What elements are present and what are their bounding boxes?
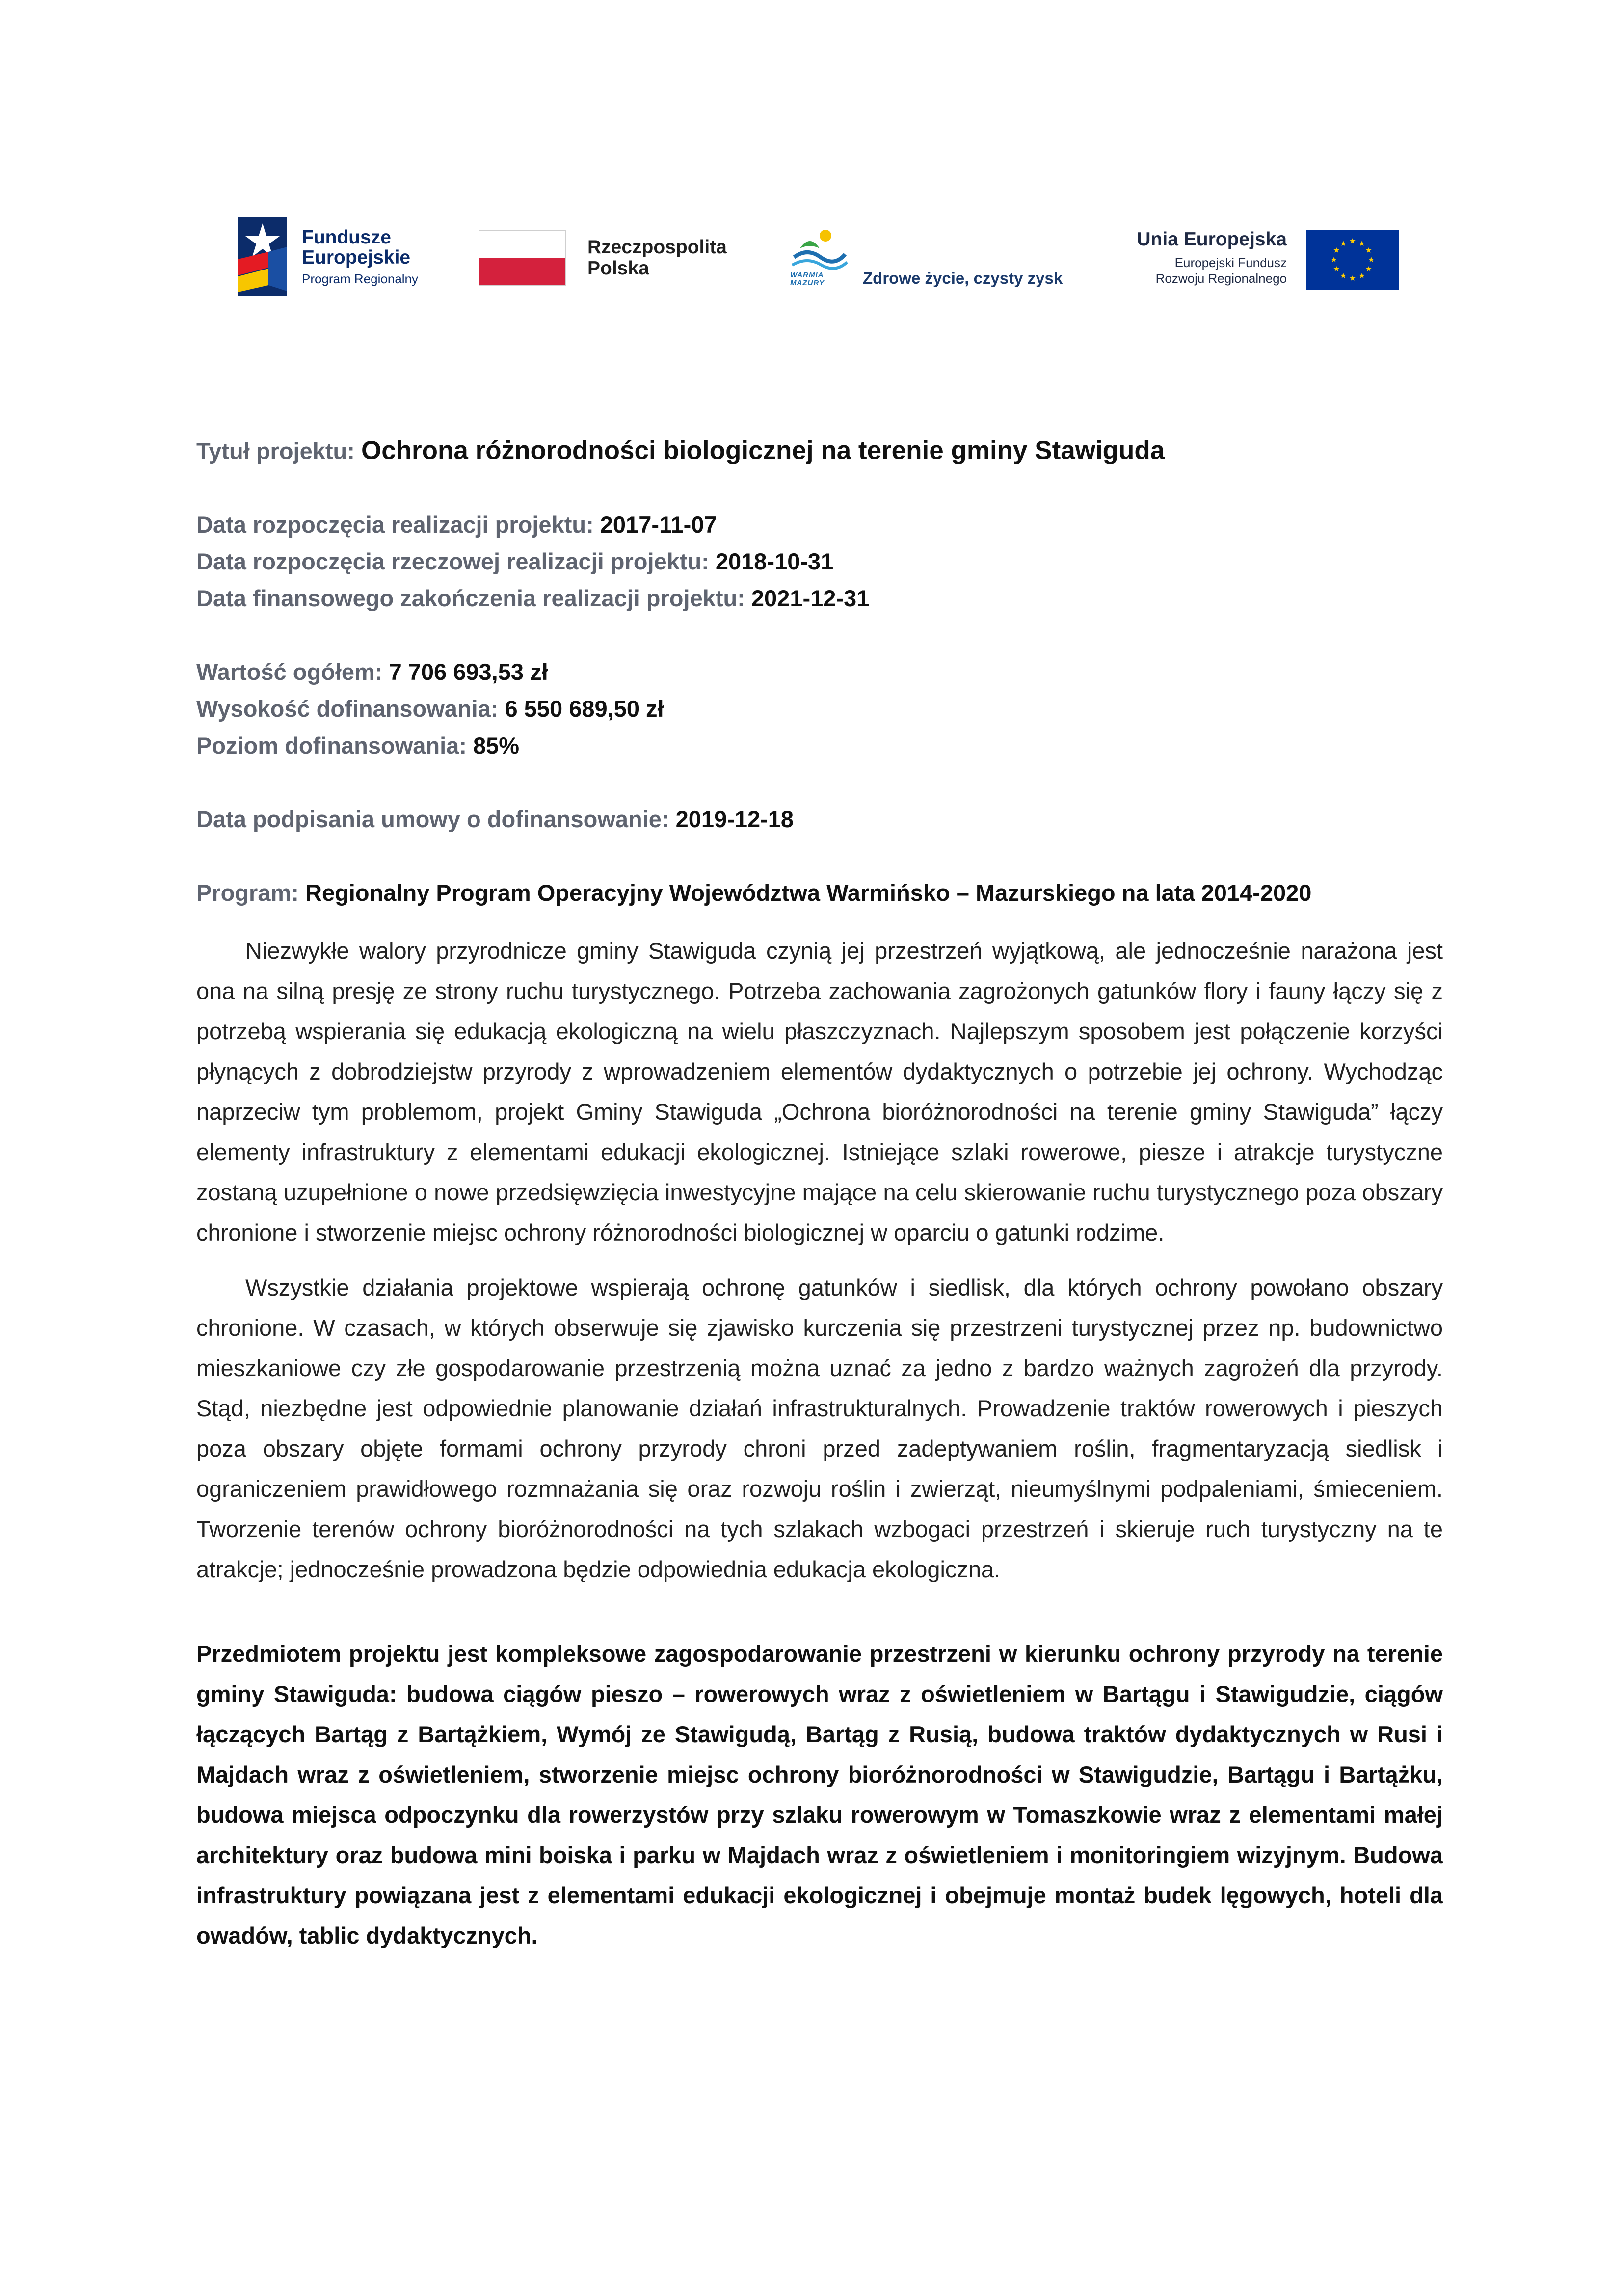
fundusze-europejskie-logo-icon [238,217,287,296]
ue-logo-line1: Unia Europejska [1137,229,1287,250]
fundusze-europejskie-logo [238,215,444,298]
eu-flag-icon [1306,230,1399,290]
agreement-date-label: Data podpisania umowy o dofinansowanie: [196,806,669,832]
project-title-line [196,432,1443,469]
funding-level-value: 85% [473,732,520,758]
unia-europejska-logo [1124,215,1399,298]
date-material-start-line [196,543,1443,580]
fe-logo-line3: Program Regionalny [302,271,419,286]
total-value-line [196,653,1443,690]
date-material-start-value: 2018-10-31 [715,548,834,574]
date-start-value: 2017-11-07 [600,512,717,538]
agreement-date-line [196,801,1443,837]
funding-amount-label: Wysokość dofinansowania: [196,696,499,722]
rp-logo-line1: Rzeczpospolita [587,237,727,258]
date-material-start-label: Data rozpoczęcia rzeczowej realizacji projektu: [196,548,709,574]
program-value: Regionalny Program Operacyjny Województwa Warmińsko – Mazurskiego na lata 2014-2020 [305,880,1312,906]
funding-level-line [196,727,1443,764]
body-paragraph-2: Wszystkie działania projektowe wspierają ochronę gatunków i siedlisk, dla których ochrony powołano obszary chronione. W czasach, w których obserwuje się zjawisko kurczenia się przestrzeni turystycznej przez np. budownictwo mieszkaniowe czy złe gospodarowanie przestrzenią można uznać za jedno z bardzo ważnych zagrożeń dla przyrody. Stąd, niezbędne jest odpowiednie planowanie działań infrastrukturalnych. Prowadzenie traktów rowerowych i pieszych poza obszary objęte formami ochrony przyrody chroni przed zadeptywaniem roślin, fragmentaryzacją siedlisk i ograniczeniem prawidłowego rozmnażania się oraz rozwoju roślin i zwierząt, nieumyślnymi podpaleniami, śmieceniem. Tworzenie terenów ochrony bioróżnorodności na tych szlakach wzbogaci przestrzeń i skieruje ruch turystyczny na te atrakcje; jednocześnie prowadzona będzie odpowiednia edukacja ekologiczna. [196,1274,1443,1582]
date-financial-end-line [196,580,1443,617]
logo-strip [231,215,1399,298]
project-summary-paragraph: Przedmiotem projektu jest kompleksowe zagospodarowanie przestrzeni w kierunku ochrony przyrody na terenie gminy Stawiguda: budowa ciągów pieszo – rowerowych wraz z oświetleniem w Bartągu i Stawigudzie, ciągów łączących Bartąg z Bartążkiem, Wymój ze Stawigudą, Bartąg z Rusią, budowa traktów dydaktycznych w Rusi i Majdach wraz z oświetleniem, stworzenie miejsc ochrony bioróżnorodności w Stawigudzie, Bartągu i Bartążku, budowa miejsca odpoczynku dla rowerzystów przy szlaku rowerowym w Tomaszkowie wraz z elementami małej architektury oraz budowa mini boiska i parku w Majdach wraz z oświetleniem i monitoringiem wizyjnym. Budowa infrastruktury powiązana jest z elementami edukacji ekologicznej i obejmuje montaż budek lęgowych, hoteli dla owadów, tablic dydaktycznych. [196,1641,1443,1948]
total-value-label: Wartość ogółem: [196,659,383,685]
funding-amount-value: 6 550 689,50 zł [505,696,664,722]
warmia-mazury-logo-icon [790,229,849,270]
date-financial-end-value: 2021-12-31 [751,585,870,611]
ue-logo-line3: Rozwoju Regionalnego [1155,271,1287,286]
rp-logo-line2: Polska [587,258,649,279]
polish-flag-icon [479,230,566,286]
ue-logo-line2: Europejski Fundusz [1174,255,1287,270]
funding-amount-line [196,690,1443,727]
project-title-value: Ochrona różnorodności biologicznej na terenie gminy Stawiguda [361,436,1165,465]
project-title-label: Tytuł projektu: [196,438,355,464]
total-value-value: 7 706 693,53 zł [389,659,548,685]
warmia-mazury-logo [790,215,1094,298]
funding-level-label: Poziom dofinansowania: [196,732,467,758]
agreement-date-value: 2019-12-18 [675,806,794,832]
date-financial-end-label: Data finansowego zakończenia realizacji projektu: [196,585,745,611]
document-body [196,432,1443,1956]
program-line [196,874,1443,911]
fe-logo-line1: Fundusze [302,227,391,248]
body-paragraph-1: Niezwykłe walory przyrodnicze gminy Stawiguda czynią jej przestrzeń wyjątkową, ale jednocześnie narażona jest ona na silną presję ze strony ruchu turystycznego. Potrzeba zachowania zagrożonych gatunków flory i fauny łączy się z potrzebą wspierania się edukacją ekologiczną na wielu płaszczyznach. Najlepszym sposobem jest połączenie korzyści płynących z dobrodziejstw przyrody z wprowadzeniem elementów dydaktycznych o potrzebie jej ochrony. Wychodząc naprzeciw tym problemom, projekt Gminy Stawiguda „Ochrona bioróżnorodności na terenie gminy Stawiguda” łączy elementy infrastruktury z elementami edukacji ekologicznej. Istniejące szlaki rowerowe, piesze i atrakcje turystyczne zostaną uzupełnione o nowe przedsięwzięcia inwestycyjne mające na celu skierowanie ruchu turystycznego poza obszary chronione i stworzenie miejsc ochrony różnorodności biologicznej w oparciu o gatunki rodzime. [196,938,1443,1245]
date-start-label: Data rozpoczęcia realizacji projektu: [196,512,594,538]
wm-mark-line1: WARMIA [790,271,824,279]
wm-slogan: Zdrowe życie, czysty zysk [863,269,1063,287]
program-label: Program: [196,880,299,906]
wm-logo-mark [790,271,825,287]
date-start-line [196,506,1443,543]
fe-logo-line2: Europejskie [302,247,411,268]
wm-mark-line2: MAZURY [790,279,825,287]
rzeczpospolita-polska-logo [479,215,734,298]
